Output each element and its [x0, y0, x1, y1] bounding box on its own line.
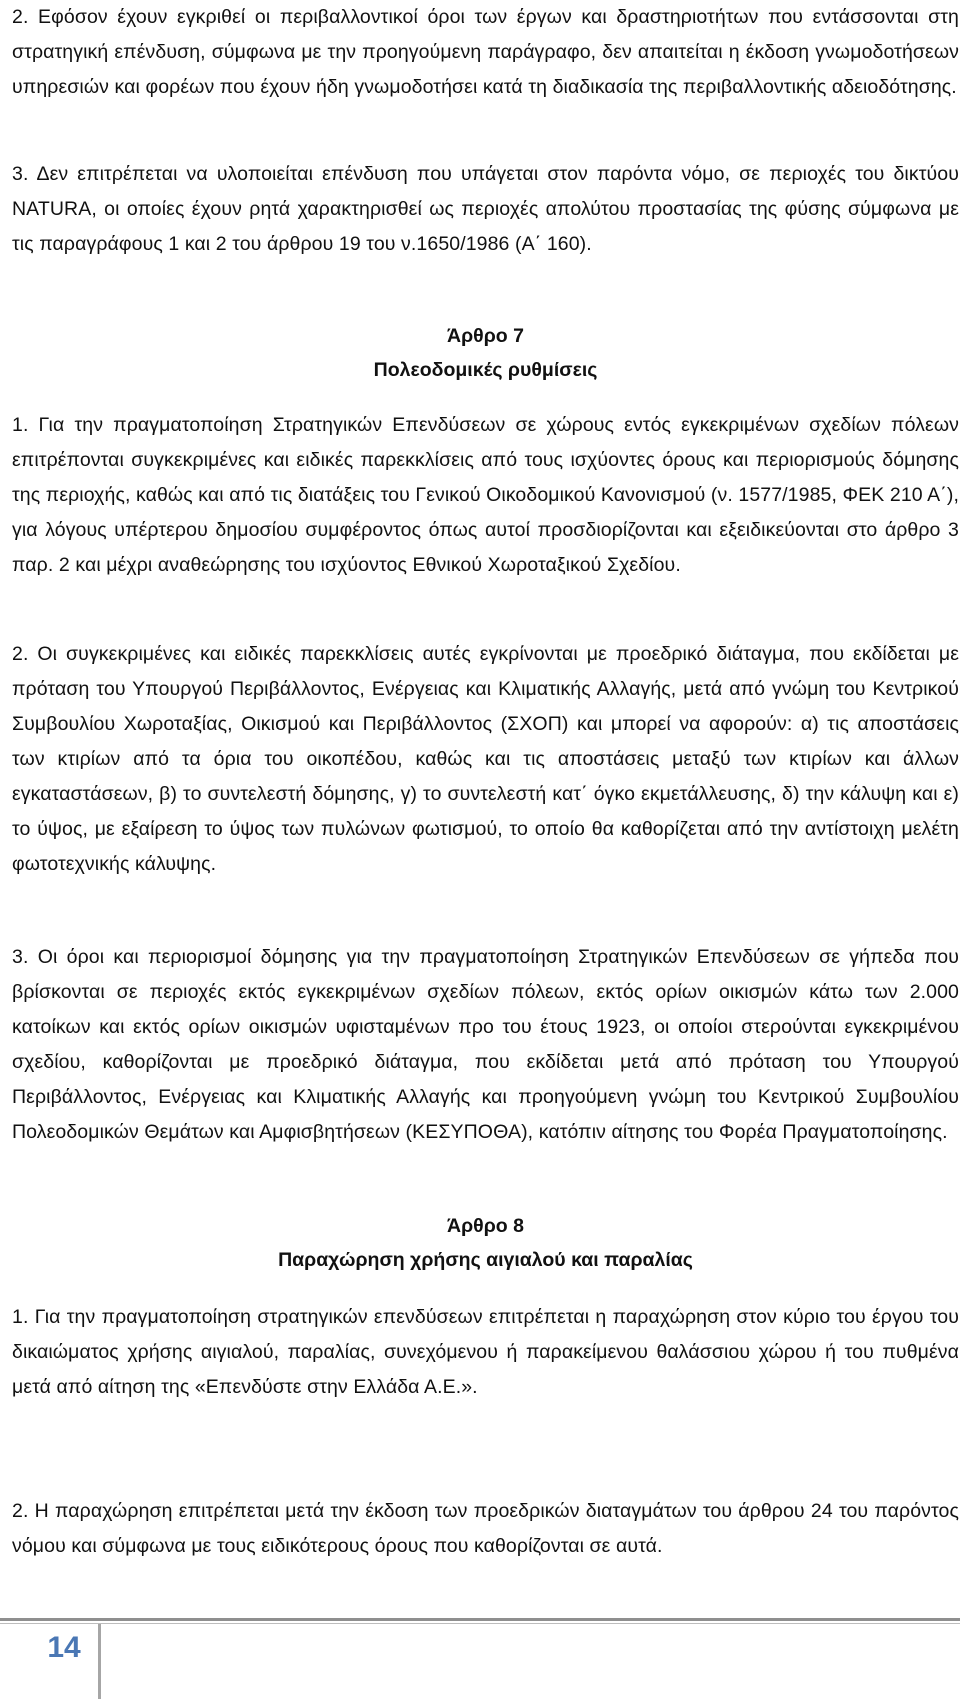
article8-heading: [12, 1209, 959, 1277]
article7-number: Άρθρο 7: [447, 325, 524, 347]
article7-paragraph-3: 3. Οι όροι και περιορισμοί δόμησης για την πραγματοποίηση Στρατηγικών Επενδύσεων σε γήπεδα που βρίσκονται σε περιοχές εκτός εγκεκριμένων σχεδίων πόλεων, εκτός ορίων οικισμών κάτω των 2.000 κατοίκων και εκτός ορίων οικισμών υφισταμένων προ του έτους 1923, οι οποίοι στερούνται εγκεκριμένου σχεδίου, καθορίζονται με προεδρικό διάταγμα, που εκδίδεται μετά από πρόταση του Υπουργού Περιβάλλοντος, Ενέργειας και Κλιματικής Αλλαγής και προηγούμενη γνώμη του Κεντρικού Συμβουλίου Πολεοδομικών Θεμάτων και Αμφισβητήσεων (ΚΕΣΥΠΟΘΑ), κατόπιν αίτησης του Φορέα Πραγματοποίησης.: [12, 946, 959, 1143]
article6-paragraph-3: 3. Δεν επιτρέπεται να υλοποιείται επένδυση που υπάγεται στον παρόντα νόμο, σε περιοχές του δικτύου NATURA, οι οποίες έχουν ρητά χαρακτηρισθεί ως περιοχές απολύτου προστασίας της φύσης σύμφωνα με τις παραγράφους 1 και 2 του άρθρου 19 του ν.1650/1986 (Α΄ 160).: [12, 163, 959, 255]
article8-paragraph-1: 1. Για την πραγματοποίηση στρατηγικών επενδύσεων επιτρέπεται η παραχώρηση στον κύριο του έργου του δικαιώματος χρήσης αιγιαλού, παραλίας, συνεχόμενου ή παρακείμενου θαλάσσιου χώρου ή του πυθμένα μετά από αίτηση της «Επενδύστε στην Ελλάδα Α.Ε.».: [12, 1306, 959, 1398]
footer-rule-secondary: [0, 1623, 960, 1624]
footer-rule: [0, 1618, 960, 1621]
article8-title: Παραχώρηση χρήσης αιγιαλού και παραλίας: [278, 1249, 693, 1271]
article8-paragraph-2: 2. Η παραχώρηση επιτρέπεται μετά την έκδοση των προεδρικών διαταγμάτων του άρθρου 24 του παρόντος νόμου και σύμφωνα με τους ειδικότερους όρους που καθορίζονται σε αυτά.: [12, 1500, 959, 1557]
article7-title: Πολεοδομικές ρυθμίσεις: [373, 359, 598, 381]
article7-paragraph-1: 1. Για την πραγματοποίηση Στρατηγικών Επενδύσεων σε χώρους εντός εγκεκριμένων σχεδίων πόλεων επιτρέπονται συγκεκριμένες και ειδικές παρεκκλίσεις από τους ισχύοντες όρους και περιορισμούς δόμησης της περιοχής, καθώς και από τις διατάξεις του Γενικού Οικοδομικού Κανονισμού (ν. 1577/1985, ΦΕΚ 210 Α΄), για λόγους υπέρτερου δημοσίου συμφέροντος όπως αυτοί προσδιορίζονται και εξειδικεύονται στο άρθρο 3 παρ. 2 και μέχρι αναθεώρησης του ισχύοντος Εθνικού Χωροταξικού Σχεδίου.: [12, 414, 959, 576]
article8-number: Άρθρο 8: [447, 1215, 524, 1237]
article7-paragraph-2: 2. Οι συγκεκριμένες και ειδικές παρεκκλίσεις αυτές εγκρίνονται με προεδρικό διάταγμα, που εκδίδεται με πρόταση του Υπουργού Περιβάλλοντος, Ενέργειας και Κλιματικής Αλλαγής, μετά από γνώμη του Κεντρικού Συμβουλίου Χωροταξίας, Οικισμού και Περιβάλλοντος (ΣΧΟΠ) και μπορεί να αφορούν: α) τις αποστάσεις των κτιρίων από τα όρια του οικοπέδου, καθώς και τις αποστάσεις μεταξύ των κτιρίων και άλλων εγκαταστάσεων, β) το συντελεστή δόμησης, γ) το συντελεστή κατ΄ όγκο εκμετάλλευσης, δ) την κάλυψη και ε) το ύψος, με εξαίρεση το ύψος των πυλώνων φωτισμού, το οποίο θα καθορίζεται από την αντίστοιχη μελέτη φωτοτεχνικής κάλυψης.: [12, 643, 959, 875]
footer-divider: [98, 1624, 101, 1699]
article7-heading: [12, 319, 959, 387]
article6-paragraph-2: 2. Εφόσον έχουν εγκριθεί οι περιβαλλοντικοί όροι των έργων και δραστηριοτήτων που εντάσσονται στη στρατηγική επένδυση, σύμφωνα με την προηγούμενη παράγραφο, δεν απαιτείται η έκδοση γνωμοδοτήσεων υπηρεσιών και φορέων που έχουν ήδη γνωμοδοτήσει κατά τη διαδικασία της περιβαλλοντικής αδειοδότησης.: [12, 6, 959, 98]
page-number: 14: [47, 1631, 81, 1664]
